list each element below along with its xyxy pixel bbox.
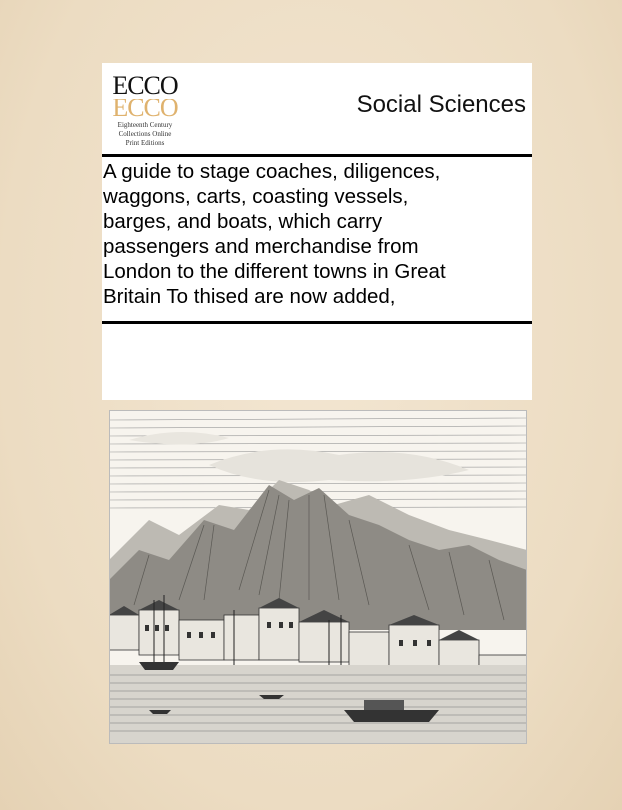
divider-top: [102, 154, 532, 157]
logo-line-2: Collections Online: [118, 130, 172, 138]
title-line: barges, and boats, which carry: [103, 210, 383, 233]
steam-boat-cabin: [364, 700, 404, 710]
ecco-logo: [110, 69, 180, 151]
logo-caption: [110, 121, 180, 148]
title-line: waggons, carts, coasting vessels,: [103, 185, 409, 208]
logo-line-1: Eighteenth Century: [117, 121, 173, 129]
title-panel: [102, 63, 532, 400]
title-line: Britain To thised are now added,: [103, 285, 396, 308]
title-line: London to the different towns in Great: [103, 260, 446, 283]
logo-mark-reflection: ECCO: [112, 99, 178, 117]
title-line: passengers and merchandise from: [103, 235, 419, 258]
ship-hull: [139, 662, 179, 670]
book-title: [102, 159, 531, 309]
harbour-water: [109, 665, 527, 744]
logo-line-3: Print Editions: [125, 139, 165, 147]
title-line: A guide to stage coaches, diligences,: [103, 160, 441, 183]
steam-boat: [344, 710, 439, 722]
divider-bottom: [102, 321, 532, 324]
logo-mark: ECCO: [112, 71, 178, 100]
harbour-engraving: [109, 410, 527, 744]
category-label: Social Sciences: [356, 91, 526, 118]
